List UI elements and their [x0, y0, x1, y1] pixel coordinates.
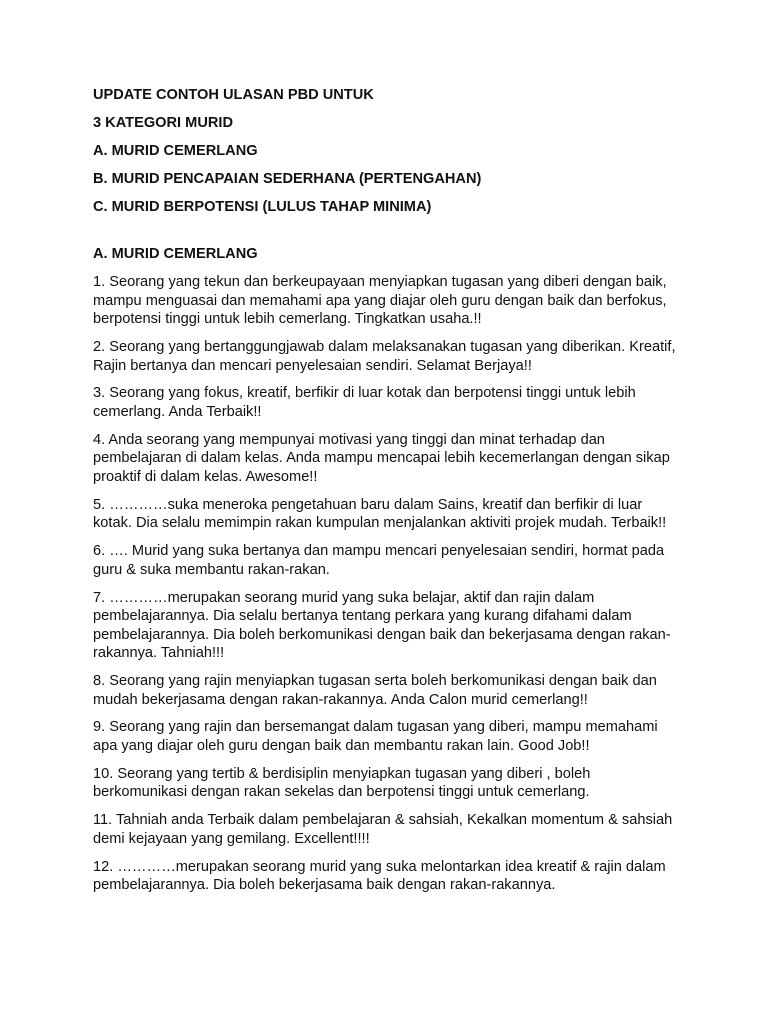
comment-item: 6. …. Murid yang suka bertanya dan mampu mencari penyelesaian sendiri, hormat pada guru & suka membantu rakan-rakan.	[93, 543, 665, 578]
comment-item: 5. …………suka meneroka pengetahuan baru dalam Sains, kreatif dan berfikir di luar kotak. Dia selalu memimpin rakan kumpulan menjalankan aktiviti projek mudah. Terbaik!!	[93, 496, 667, 532]
comment-item: 2. Seorang yang bertanggungjawab dalam melaksanakan tugasan yang diberikan. Kreatif, Rajin bertanya dan mencari penyelesaian sendiri. Selamat Berjaya!!	[93, 339, 676, 374]
comment-item: 7. …………merupakan seorang murid yang suka belajar, aktif dan rajin dalam pembelajarannya. Dia selalu bertanya tentang perkara yang kurang difahami dalam pembelajarannya. Dia boleh berkomunikasi dengan baik dan bekerjasama dengan rakan-rakannya. Tahniah!!!	[93, 589, 671, 662]
category-count-heading: 3 KATEGORI MURID	[93, 115, 233, 132]
comment-item: 4. Anda seorang yang mempunyai motivasi yang tinggi dan minat terhadap dan pembelajaran di dalam kelas. Anda mampu mencapai lebih kecemerlangan dengan sikap proaktif di dalam kelas. Awesome!!	[93, 431, 670, 485]
category-b-heading: B. MURID PENCAPAIAN SEDERHANA (PERTENGAHAN)	[93, 171, 482, 188]
section-heading: A. MURID CEMERLANG	[93, 245, 258, 262]
comment-item: 1. Seorang yang tekun dan berkeupayaan menyiapkan tugasan yang diberi dengan baik, mampu menguasai dan memahami apa yang diajar oleh guru dengan baik dan berfokus, berpotensi tinggi untuk lebih cemerlang. Tingkatkan usaha.!!	[93, 274, 667, 328]
comment-item: 12. …………merupakan seorang murid yang suka melontarkan idea kreatif & rajin dalam pembelajarannya. Dia boleh bekerjasama baik dengan rakan-rakannya.	[93, 858, 666, 894]
comment-item: 3. Seorang yang fokus, kreatif, berfikir di luar kotak dan berpotensi tinggi untuk lebih cemerlang. Anda Terbaik!!	[93, 385, 636, 420]
category-a-heading: A. MURID CEMERLANG	[93, 143, 258, 160]
comment-item: 8. Seorang yang rajin menyiapkan tugasan serta boleh berkomunikasi dengan baik dan mudah bekerjasama dengan rakan-rakannya. Anda Calon murid cemerlang!!	[93, 673, 657, 708]
comment-item: 11. Tahniah anda Terbaik dalam pembelajaran & sahsiah, Kekalkan momentum & sahsiah demi kejayaan yang gemilang. Excellent!!!!	[93, 812, 673, 847]
document-title: UPDATE CONTOH ULASAN PBD UNTUK	[93, 87, 374, 103]
category-c-heading: C. MURID BERPOTENSI (LULUS TAHAP MINIMA)	[93, 199, 432, 216]
comment-item: 9. Seorang yang rajin dan bersemangat dalam tugasan yang diberi, mampu memahami apa yang diajar oleh guru dengan baik dan membantu rakan lain. Good Job!!	[93, 719, 658, 755]
document-page	[93, 86, 683, 904]
comment-item: 10. Seorang yang tertib & berdisiplin menyiapkan tugasan yang diberi , boleh berkomunikasi dengan rakan sekelas dan berpotensi tinggi untuk cemerlang.	[93, 765, 591, 801]
